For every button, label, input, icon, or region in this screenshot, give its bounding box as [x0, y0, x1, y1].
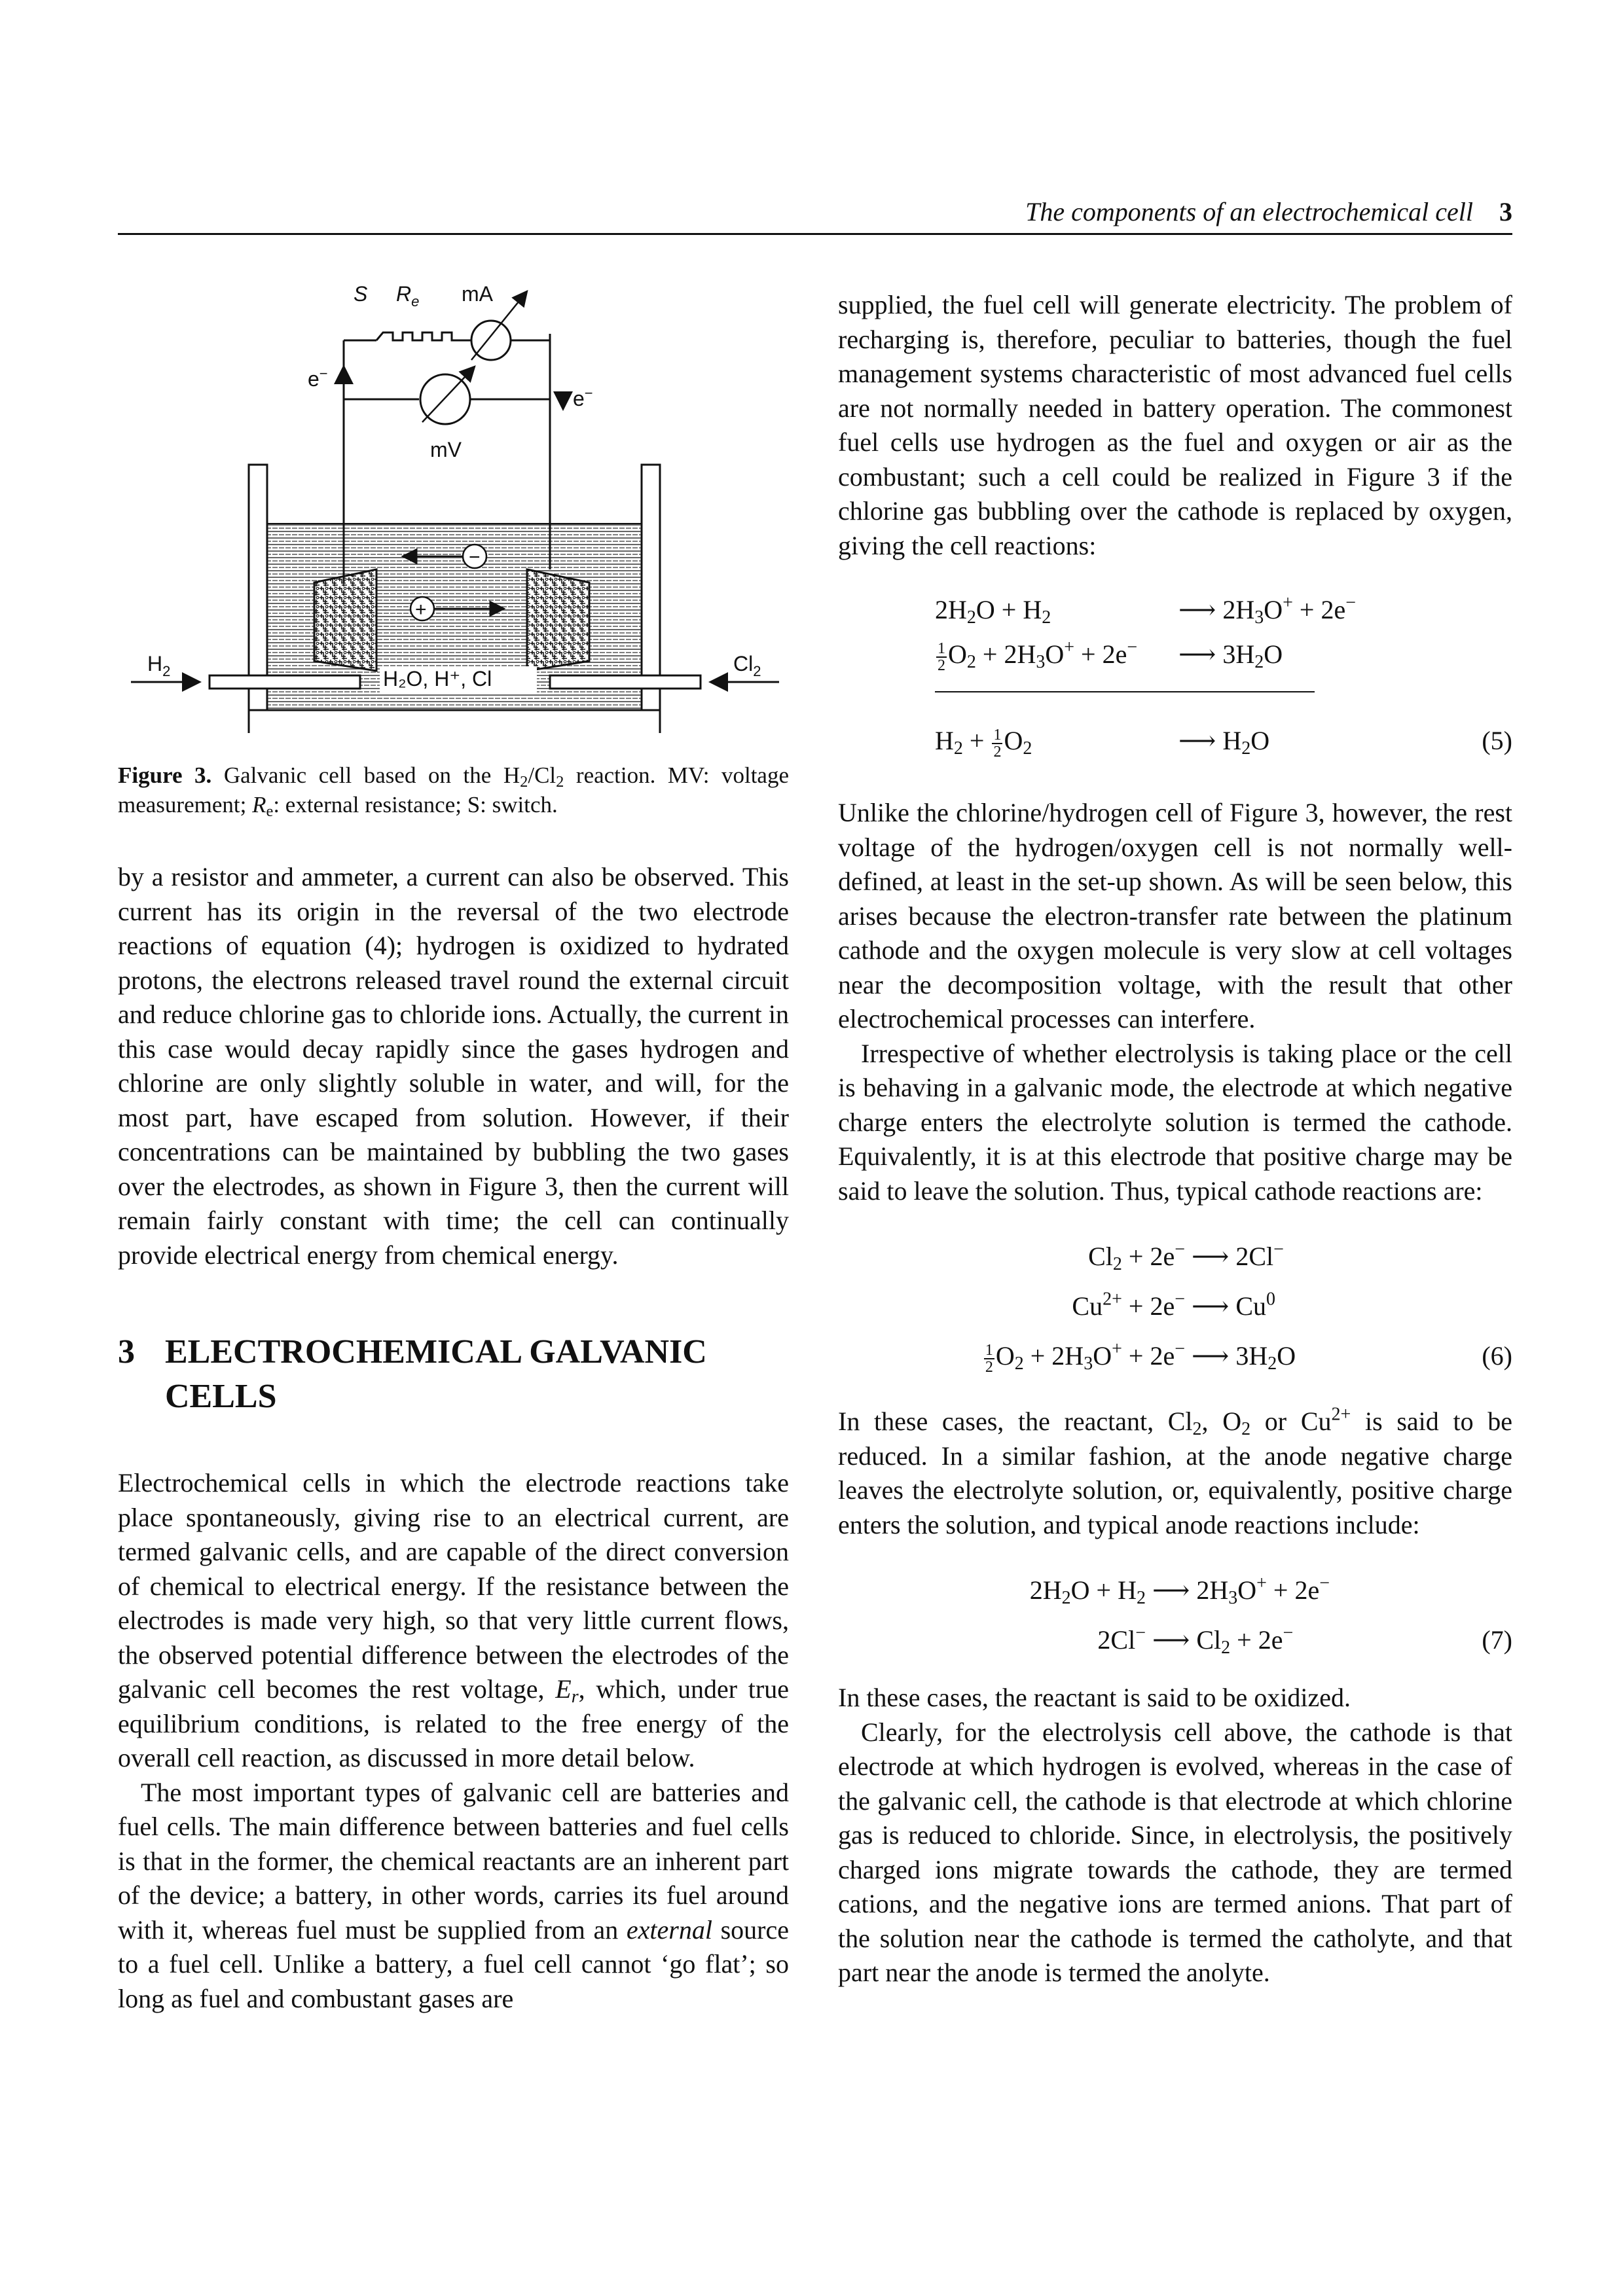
equation-5: $2H_2O + H_2$ ⟶ $2H_3O^+ + 2e^-$ $\frac{1}{2}$ $O_2 + 2H_3O^+ + 2e^-$ ⟶ $3H_2O$ $H_2$ + $\frac{1}{2}$ $O_2$ ⟶ $H_2O$ (5)	[935, 592, 1512, 761]
switch-label: S	[354, 282, 368, 306]
figure-caption: Figure 3. Galvanic cell based on the $H_2/Cl_2$ reaction. MV: voltage measurement; $R_e$: external resistance; S: switch.	[118, 762, 789, 821]
eq7-line-1: $2H_2O + H_2$	[1029, 1575, 1146, 1608]
electron-left-label: e−	[308, 365, 328, 391]
equation-6: $Cl_2 + 2e^-$ ⟶ 2Cl− $Cu^{2+} + 2e^-$ ⟶ Cu$^0$ $\frac{1}{2}$ $O_2 + 2H_3O^+ + 2e^-$ ⟶ $3H_2O$ (6)	[838, 1228, 1512, 1391]
anion-sign: −	[469, 547, 481, 568]
page-number: 3	[1499, 197, 1512, 226]
eq6-number: (6)	[1482, 1341, 1512, 1371]
external-circuit	[344, 291, 550, 424]
eq5-rule	[935, 691, 1315, 692]
right-paragraph-2: Unlike the chlorine/hydrogen cell of Figure 3, however, the rest voltage of the hydrogen/oxygen cell is not normally well-defined, at least in the set-up shown. As will be seen below, this arises because the electron-transfer rate between the platinum cathode and the oxygen molecule is very slow at cell voltages near the decomposition voltage, with the result that other electrochemical processes can interfere.	[838, 798, 1512, 1033]
left-column	[118, 275, 789, 2016]
electrolyte-label: H₂O, H⁺, Cl	[383, 667, 492, 691]
running-head	[118, 196, 1512, 235]
left-paragraph-1: by a resistor and ammeter, a current can also be observed. This current has its origin in the reversal of the two electrode reactions of equation (4); hydrogen is oxidized to hydrated protons, the electrons released travel round the external circuit and reduce chlorine gas to chloride ions. Actually, the current in this case would decay rapidly since the gases hydrogen and chlorine are only slightly soluble in water, and will, for the most part, have escaped from solution. However, if their concentrations can be maintained by bubbling the two gases over the electrodes, as shown in Figure 3, then the current will remain fairly constant with time; the cell can continually provide electrical energy from chemical energy.	[118, 862, 789, 1270]
eq5-line-2: $\frac{1}{2}$ $O_2 + 2H_3O^+ + 2e^-$	[938, 637, 1138, 674]
figure-3	[118, 275, 789, 733]
left-paragraph-3: The most important types of galvanic cell are batteries and fuel cells. The main difference between batteries and fuel cells is that in the former, the chemical reactants are an inherent part of the device; a battery, in other words, carries its fuel around with it, whereas fuel must be supplied from an external source to a fuel cell. Unlike a battery, a fuel cell cannot ‘go flat’; so long as fuel and combustant gases are	[118, 1777, 789, 2013]
ammeter-label: mA	[462, 282, 493, 306]
eq6-line-1: $Cl_2 + 2e^-$	[1088, 1239, 1185, 1274]
eq6-line-2: $Cu^{2+} + 2e^-$	[1072, 1289, 1185, 1321]
running-head-title: The components of an electrochemical cell	[1025, 197, 1473, 226]
right-paragraph-4: In these cases, the reactant, $Cl_2$, $O_2$ or $Cu^{2+}$ is said to be reduced. In a similar fashion, at the anode negative charge leaves the electrolyte solution, or, equivalently, positive charge enters the solution, and typical anode reactions include:	[838, 1404, 1513, 1539]
anode-electrode	[314, 340, 376, 671]
figure-caption-label: Figure 3.	[118, 762, 212, 788]
section-number: 3	[118, 1333, 135, 1371]
eq5-number: (5)	[1482, 726, 1512, 755]
equation-7: $2H_2O + H_2$ ⟶ $2H_3O^+ + 2e^-$ 2Cl− ⟶ $Cl_2 + 2e^-$ (7)	[1029, 1573, 1512, 1658]
gas-cl2-label: $Cl_2$	[733, 652, 761, 679]
left-paragraph-2: Electrochemical cells in which the electrode reactions take place spontaneously, giving rise to an electrical current, are termed galvanic cells, and are capable of the direct conversion of chemical to electrical energy. If the resistance between the electrodes is made very high, so that very little current flows, the observed potential difference between the electrodes of the galvanic cell becomes the rest voltage, $E_r$, which, under true equilibrium conditions, is related to the free energy of the overall cell reaction, as discussed in more detail below.	[118, 1468, 789, 1772]
eq6-line-3: $\frac{1}{2}$ $O_2 + 2H_3O^+ + 2e^-$	[985, 1338, 1185, 1376]
cl2-inlet-pipe	[550, 675, 779, 689]
resistor-label: $R_e$	[396, 282, 420, 310]
gas-h2-label: $H_2$	[147, 652, 171, 679]
cathode-electrode	[527, 334, 589, 671]
galvanic-cell-diagram	[118, 275, 789, 733]
right-column	[838, 288, 1512, 1990]
eq7-line-2: 2Cl−	[1097, 1623, 1146, 1655]
voltmeter-label: mV	[430, 438, 462, 461]
eq7-number: (7)	[1482, 1625, 1512, 1655]
eq5-line-1: $2H_2O + H_2$	[935, 595, 1051, 628]
right-paragraph-1: supplied, the fuel cell will generate electricity. The problem of recharging is, therefore, peculiar to batteries, though the fuel management systems characteristic of most advanced fuel cells are not normally needed in battery operation. The commonest fuel cells use hydrogen as the fuel and oxygen or air as the combustant; such a cell could be realized in Figure 3 if the chlorine gas bubbling over the cathode is replaced by oxygen, giving the cell reactions:	[838, 290, 1512, 560]
right-paragraph-6: Clearly, for the electrolysis cell above, the cathode is that electrode at which hydrogen is evolved, whereas in the case of the galvanic cell, the cathode is that electrode at which chlorine gas is reduced to chloride. Since, in electrolysis, the positively charged ions migrate towards the cathode, they are termed cations, and the negative ions are termed anions. That part of the solution near the cathode is termed the catholyte, and that part near the anode is termed the anolyte.	[838, 1717, 1512, 1987]
right-paragraph-5: In these cases, the reactant is said to be oxidized.	[838, 1683, 1351, 1712]
right-paragraph-3: Irrespective of whether electrolysis is taking place or the cell is behaving in a galvanic mode, the electrode at which negative charge enters the electrolyte solution is termed the cathode. Equivalently, it is at this electrode that positive charge may be said to leave the solution. Thus, typical cathode reactions are:	[838, 1038, 1512, 1206]
electron-right-label: e−	[573, 385, 593, 410]
section-heading	[118, 1330, 789, 1419]
cell-vessel	[249, 465, 660, 733]
cation-sign: +	[415, 599, 427, 620]
section-title: ELECTROCHEMICAL GALVANIC CELLS	[165, 1333, 707, 1415]
eq5-line-3: $H_2$ + $\frac{1}{2}$ $O_2$	[935, 726, 1032, 761]
